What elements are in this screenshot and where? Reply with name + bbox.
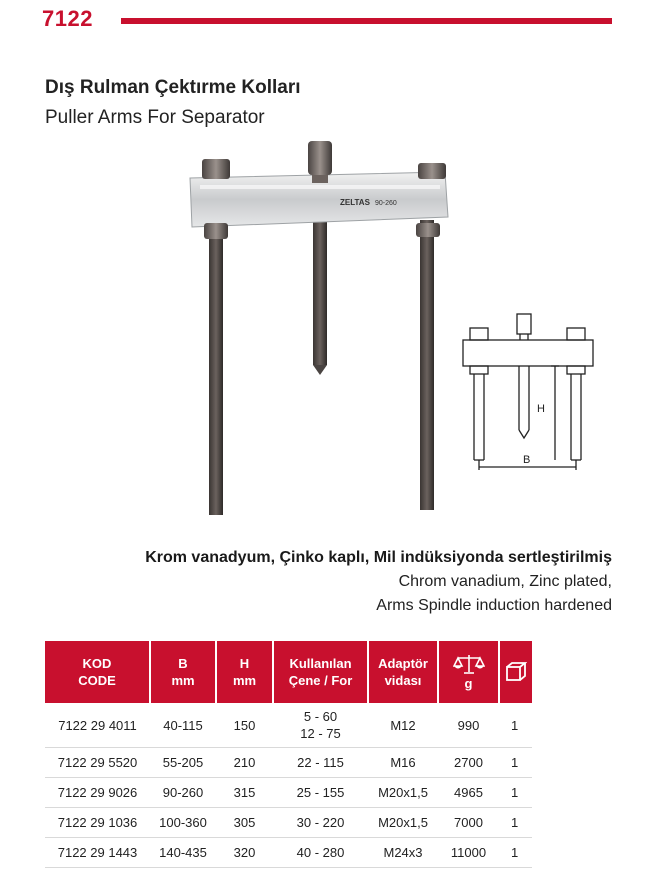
dim-h-label: H xyxy=(537,403,545,415)
table-header-row xyxy=(45,641,532,703)
product-photo xyxy=(180,135,460,520)
col-code: KOD CODE xyxy=(45,641,150,703)
description-english-line1: Chrom vanadium, Zinc plated, xyxy=(398,573,612,590)
title-english: Puller Arms For Separator xyxy=(45,107,265,128)
description-english-line2: Arms Spindle induction hardened xyxy=(376,597,612,614)
specs-table xyxy=(45,641,532,868)
title-turkish: Dış Rulman Çektırme Kolları xyxy=(45,77,301,98)
col-h: H mm xyxy=(216,641,273,703)
scale-icon xyxy=(453,653,485,675)
table-row: 7122 29 1036 100-360 305 30 - 220 M20x1,5 7000 1 xyxy=(45,808,532,838)
col-pcs xyxy=(499,641,532,703)
dimension-drawing xyxy=(455,310,605,475)
description xyxy=(145,546,612,618)
table-row: 7122 29 1443 140-435 320 40 - 280 M24x3 11000 1 xyxy=(45,838,532,868)
table-row: 7122 29 4011 40-115 150 5 - 60 12 - 75 M12 990 1 xyxy=(45,703,532,748)
header-rule xyxy=(121,18,612,24)
col-adapter: Adaptör vidası xyxy=(368,641,438,703)
dim-b-label: B xyxy=(523,454,531,466)
brand-label: ZELTAS xyxy=(340,198,370,207)
col-weight: g xyxy=(438,641,499,703)
col-b: B mm xyxy=(150,641,216,703)
table-row: 7122 29 9026 90-260 315 25 - 155 M20x1,5 4965 1 xyxy=(45,778,532,808)
box-icon xyxy=(505,661,527,683)
col-jaw: Kullanılan Çene / For xyxy=(273,641,368,703)
table-row: 7122 29 5520 55-205 210 22 - 115 M16 2700 1 xyxy=(45,748,532,778)
size-label: 90-260 xyxy=(375,200,397,207)
catalog-code: 7122 xyxy=(42,6,93,31)
description-turkish: Krom vanadyum, Çinko kaplı, Mil indüksiyonda sertleştirilmiş xyxy=(145,549,612,566)
